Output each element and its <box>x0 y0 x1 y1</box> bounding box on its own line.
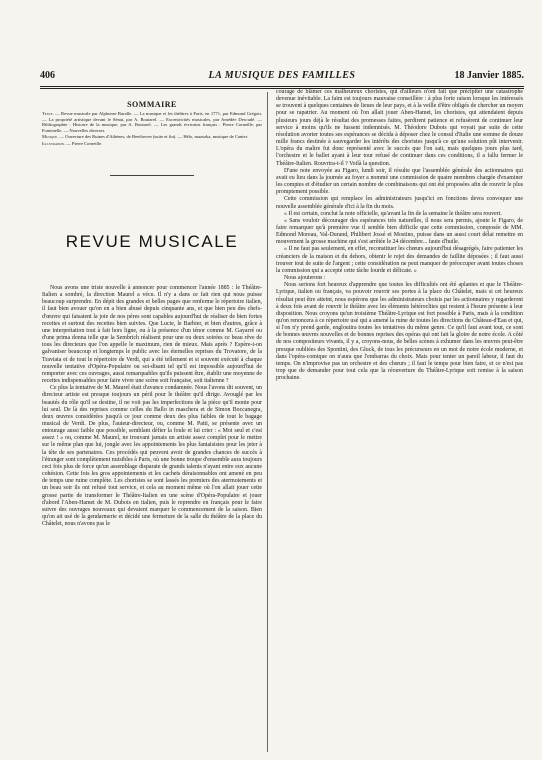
sommaire-title: SOMMAIRE <box>127 100 177 109</box>
left-column-body <box>42 285 262 528</box>
right-paragraph: Nous ajouterons : <box>284 275 326 282</box>
right-paragraph: D'une note envoyée au Figaro, lundi soir, il résulte que l'assemblée générale des actionnaires qui avait eu lieu dans la journée au foyer a nommé une commission de quatre membres chargée d'examiner les comptes et d'étudier un certain nombre de combinaisons qui ont été proposées afin de rouvrir le plus promptement possible. <box>276 167 523 196</box>
sommaire-musique <box>42 134 262 140</box>
right-column-body <box>276 89 523 382</box>
left-paragraph: Nous avons une triste nouvelle à annoncer pour commencer l'année 1885 : le Théâtre-Italien a sombré, la direction Maurel a vécu. Il n'y a dans ce fait rien qui nous puisse beaucoup surprendre. En dépit des grandes et belles pages que renferme le répertoire italien, il faut bien avouer qu'on en a bien abusé depuis cinquante ans, et que bien peu des chefs-d'œuvre qui faisaient la joie de nos pères sont capables aujourd'hui de réaliser de bien fortes recettes et surtout des recettes bien suivies. Que Lucie, le Barbier, et bien d'autres, grâce à une interprétation tout à fait hors ligne, ou à la présence d'un ténor comme M. Gayarré ou d'une prima donna telle que la Sembrich réalisent pour une ou deux soirées ce beau rêve de tous les directeurs que l'on appelle le maximum, rien de mieux. Mais après ? Espère-t-on galvaniser beaucoup et longtemps le public avec les éternelles reprises du Trovatore, de la Traviata et de tout le répertoire de Verdi, qui a été tellement et si souvent exécuté à chaque nouvelle tentative d'Opéra-Populaire ou soi-disant tel qu'il est impossible aujourd'hui de remporter avec ces ouvrages, aussi remarquables qu'ils puissent être, établir une moyenne de recettes indispensables pour faire vivre une scène soit française, soit italienne ? <box>42 285 262 385</box>
sommaire-musique-content: — Ouverture des Ruines d'Athènes, de Beethoven (suite et fin). — Hélo, mazurka, musique de Canier. <box>59 134 249 140</box>
sommaire-texte-content: — Revue musicale par Alphonse Baralle. — La musique et les théâtres à Paris, en 1771, par Edmond Grégoir. — La propriété artistique devant le Sénat, par A. Boutarel. — Excentricités musicales, par Amédée Descudé. — Bibliographie : Histoire de la musique, par A. Boutarel. — Les grands écrivains français : Pierre Corneille, par Fontenelle. — Nouvelles diverses. <box>42 111 262 133</box>
column-divider <box>267 92 268 752</box>
journal-title: LA MUSIQUE DES FAMILLES <box>208 70 356 81</box>
page-number: 406 <box>40 70 55 81</box>
sommaire-block <box>42 111 262 148</box>
right-paragraph: « Il est certain, conclut la note officielle, qu'avant la fin de la semaine le théâtre sera rouvert. <box>284 210 502 217</box>
page-header <box>40 70 524 84</box>
sommaire-illustration-label: Illustration. <box>42 140 66 146</box>
sommaire-illustration-content: — Pierre Corneille. <box>66 140 103 146</box>
sommaire-texte-label: Texte. <box>42 111 54 116</box>
sommaire-musique-label: Musique. <box>42 134 59 140</box>
article-title: REVUE MUSICALE <box>65 232 239 251</box>
header-rule <box>40 86 524 87</box>
right-paragraph: « Il ne faut pas seulement, en effet, reconstituer les chœurs aujourd'hui désagrégés, faire patienter les créanciers de la maison et du dehors, obtenir le rejet des demandes de faillite déposées ; il faut aussi trouver tout de suite de l'argent ; cette considération ne peut manquer de préoccuper avant toutes choses la commission qui a accepté cette tâche lourde et délicate. » <box>276 246 523 274</box>
left-paragraph: Ce plus la tentative de M. Maurel était d'avance condamnée. Nous l'avons dit souvent, un directeur artiste est presque toujours un péril pour le théâtre qu'il dirige. Avouglé par les beautés du rôle qu'il se destine, il ne voit pas les imperfections de la pièce qu'il monte pour lui seul. De là des reprises comme celles du Ballo in maschera et de Simon Boccanegra, deux œuvres considérées jusqu'à ce jour comme deux des plus faibles de tout le bagage musical de Verdi. De plus, l'auteur-directeur, ou, comme M. Patti, se présente avec un entourage aussi faible que possible, semblant défier la foule et lui crier : « Moi seul et c'est assez ! » ou, comme M. Maurel, ne trouvant jamais un artiste assez complet pour le mettre sur le même plan que lui, jongle avec les appointements les plus fantaisistes pour les jeter à la tête de ses partenaires. Ces procédés qui peuvent avoir de grandes chances de succès à l'étranger sont complètement nuisibles à Paris, où une bonne troupe d'ensemble aura toujours ceci fois plus de force qu'un assemblage disparate de grands talents n'ayant entre eux aucune cohésion. Cette fois les gros appointements et les cachets déraisonnables ont amené en peu de temps une ruine complète. Les choristes se sont lassés les premiers des atermoiements et un beau soir ils ont refusé tout service, et cela au moment même où l'on allait jouer cette grosse partie de transformer le Théâtre-Italien en une scène d'Opéra-Populaire et jouer d'abord l'Aben-Hamet de M. Dubois en italien, puis le reprendre en français pour le faire suivre des ouvrages nouveaux qui devaient marquer le commencement de la saison. Bien qu'on ait usé de la gendarmerie et décidé une fermeture de la salle du théâtre de la place du Châtelet, nous n'avons pas le <box>42 385 262 528</box>
right-paragraph: « Sans vouloir décourager des espérances très naturelles, il nous sera permis, ajoute le Figaro, de faire remarquer qu'à première vue il semble bien difficile que cette commission, composée de MM. Edmond Moreau, Val-Durand, Philibert Jossé et Mostino, puisse dans un aussi court délai remettre en mouvement la grosse machine qui s'est arrêtée le 24 décembre... faute d'huile. <box>276 217 523 246</box>
issue-date: 18 Janvier 1885. <box>454 70 524 81</box>
sommaire-illustration <box>42 141 262 147</box>
right-paragraph: Nous serions fort heureux d'apprendre que toutes les difficultés ont été aplanies et que le Théâtre-Lyrique, italien ou français, va pouvoir rouvrir ses portes à la place du Châtelet, mais si cet heureux résultat peut être atteint, nous espérons que les administrateurs choisis par les actionnaires y regarderont à deux fois avant de rouvrir le théâtre avec les éléments hétéroclites qui restent à l'heure présente à leur disposition. Nous croyons qu'un troisième Théâtre-Lyrique est fort possible à Paris, mais à la condition qu'on renoncera à ce répertoire usé qui a amené la ruine de toutes les directions du Château-d'Eau et qui, si l'on n'y prend garde, engloutira toutes les tentatives du même genre. Ce qu'il faut avant tout, ce sont de bonnes œuvres nouvelles et de bonnes reprises des opéras qui ont fait la gloire de notre école. A côté de nos compositeurs vivants, il y a, croyons-nous, de belles scènes à exhumer dans les œuvres peut-être presque oubliées des Spontini, des Gluck, de tous les précurseurs en un mot de notre école moderne, et dans l'opéra-comique on n'aura que l'embarras du choix. Mais pour tenter un pareil labeur, il faut du temps. On n'improvise pas un orchestre et des chœurs ; il faut le temps pour bien faire, et ce n'est pas trop que de demander pour tout cela que la réouverture du Théâtre-Lyrique soit remise à la saison prochaine. <box>276 282 523 382</box>
sommaire-texte <box>42 111 262 133</box>
right-paragraph: Cette commission qui remplace les administrateurs jusqu'ici en fonctions devra convoquer une nouvelle assemblée générale d'ici à la fin du mois. <box>276 196 523 210</box>
right-paragraph: courage de blâmer ces malheureux choristes, qui d'ailleurs n'ont fait que précipiter une catastrophe devenue inévitable. La faim est toujours mauvaise conseillère : à plus forte raison lorsque les intéressés se trouvent à quelques centaines de lieues de leur pays, et à la veille d'être obligés de chercher un moyen pour se rapatrier. Au moment où l'on allait jouer Aben-Hamet, les choristes, qui attendaient depuis plusieurs jours déjà le résultat des promesses faites, perdirent patience et refusèrent de continuer leur service à moins qu'ils ne fussent indemnisés. M. Théodore Dubois qui voyait par suite de cette résolution avorter toutes ses espérances se décida à déposer chez le consul d'Italie une somme de douze mille francs destinée à sauvegarder les intérêts des choristes jusqu'à ce qu'une solution pût intervenir. L'opéra du maître fut donc représenté avec le succès que l'on sait, mais quelques jours plus tard, l'orchestre et le ballet ayant à leur tour refusé de continuer dans ces conditions, il a fallu fermer le Théâtre-Italien. Rouvrira-t-il ? Voilà la question. <box>276 89 523 167</box>
sommaire-divider <box>110 175 194 176</box>
